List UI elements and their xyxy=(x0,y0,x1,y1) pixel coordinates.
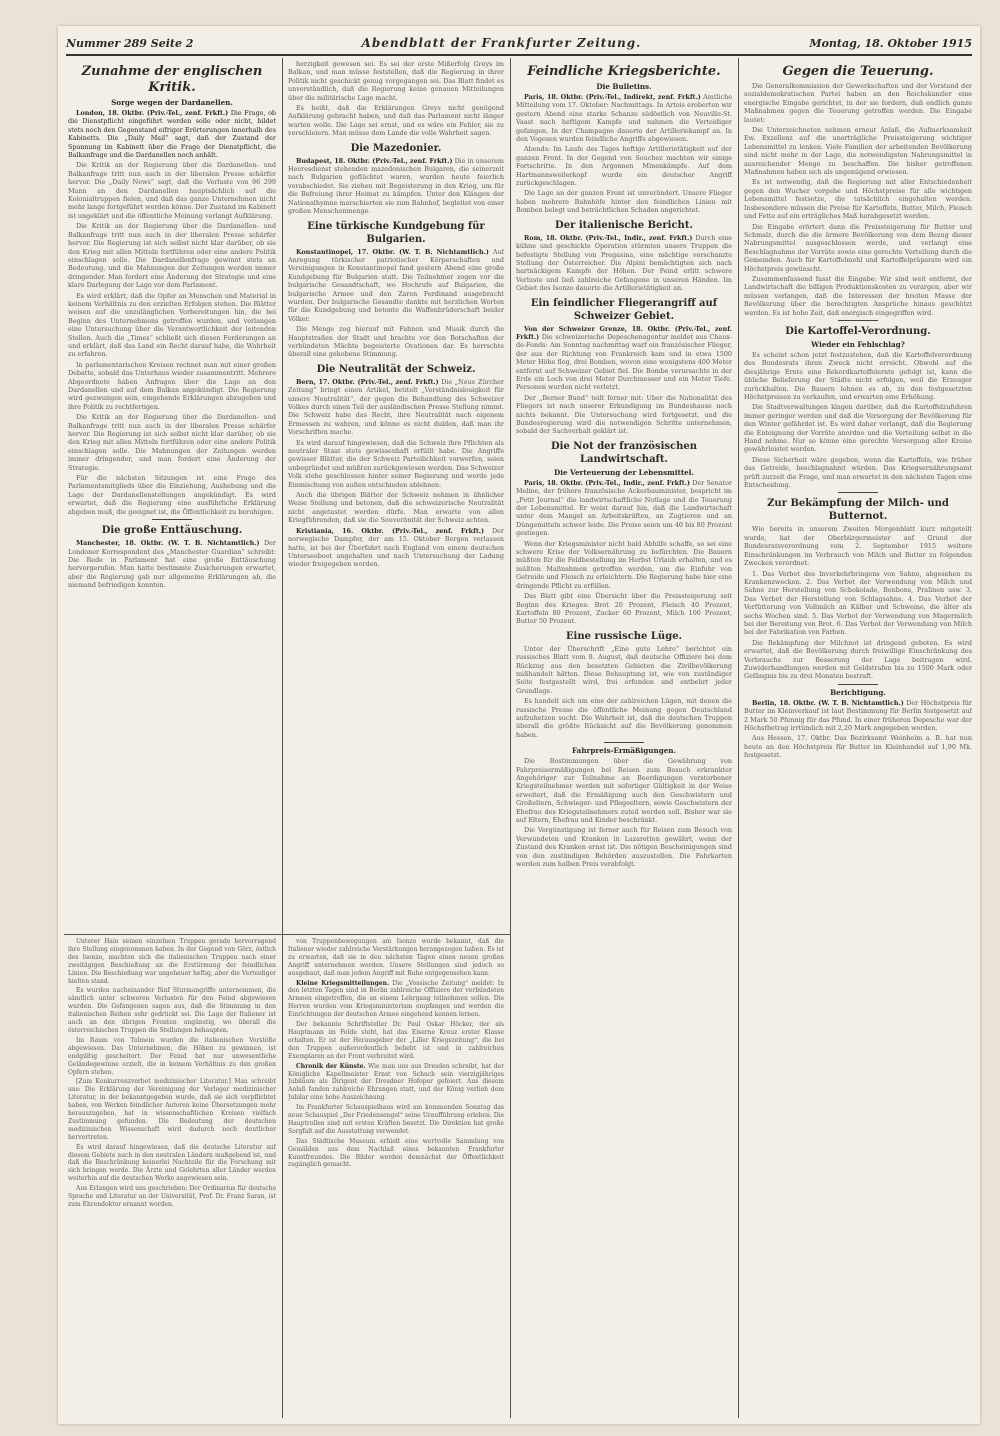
section-title: Berichtigung. xyxy=(830,687,886,697)
column-rule xyxy=(738,58,739,1418)
article-title: Gegen die Teuerung. xyxy=(782,64,934,79)
column-3: Feindliche Kriegsberichte. Die Bulletins. Paris, 18. Oktbr. (Priv.-Tel., Indirekt, zenf. Frkft.) Amtliche Mitteilung vom 17. Oktober: Nachmittags. In Artois eroberten wir gestern Abend eine starke Schanze südöstlich von Neuville-St. Vaast nach heftigem Kampfe und nahmen die Verteidiger gefangen. In der Champagne dauerte der Artilleriekampf an. In den Vogesen wurden feindliche Angriffe abgewiesen. Abends: Im Laufe des Tages heftige Artillerietätigkeit auf der ganzen Front. In der Gegend von Souchez machten wir einige Fortschritte. In den Argonnen Minenkämpfe. Auf dem Hartmannsweilerkopf wurde ein deutscher Angriff zurückgeschlagen. Die Lage an der ganzen Front ist unverändert. Unsere Flieger haben mehrere Bahnhöfe hinter den feindlichen Linien mit Bomben belegt und beträchtlichen Schaden angerichtet. Der italienische Bericht. Rom, 18. Oktbr. (Priv.-Tel., Indir., zenf. Frkft.) Durch eine kühne und geschickte Operation stürmten unsere Truppen die befestigte Stellung von Pregasina, eine mächtige verschanzte Stellung der Österreicher. Die Alpini bemächtigten sich nach hartnäckigem Kampfe der Höhen. Der Feind erlitt schwere Verluste und ließ zahlreiche Gefangene in unseren Händen. Im Gebiet des Isonzo dauerte die Artillerietätigkeit an. Ein feindlicher Fliegerangriff auf Schweizer Gebiet. Von der Schweizer Grenze, 18. Oktbr. (Priv.-Tel., zenf. Frkft.) Die schweizerische Depeschenagentur meldet aus Chaux-de-Fonds: Am Sonntag nachmittag warf ein französischer Flieger, der aus der Richtung von Frankreich kam und in etwa 1500 Meter Höhe flog, drei Bomben, wovon eine wenigstens 400 Meter entfernt auf Schweizer Gebiet fiel. Die Bombe verursachte in der Erde ein Loch von drei Meter Durchmesser und ein Meter Tiefe. Personen wurden nicht verletzt. Der „Berner Bund“ teilt ferner mit: Uber die Nationalität des Fliegers ist nach unserer Erkundigung im Bundeshause noch nichts bekannt. Die Untersuchung wird fortgesetzt, und die Bundesregierung wird die notwendigen Schritte unternehmen, sobald der Sachverhalt geklärt ist. Die Not der französischen Landwirtschaft. Die Verteuerung der Lebensmittel. Paris, 18. Oktbr. (Priv.-Tel., Indir., zenf. Frkft.) Der Senator Meline, der frühere französische Ackerbauminister, bespricht im „Petit Journal“ die landwirtschaftliche Notlage und die Teuerung der Lebensmittel. Er weist darauf hin, daß die Landwirtschaft unter dem Mangel an Arbeitskräften, an Zugtieren und an Düngemitteln schwer leide. Die Preise seien um 40 bis 80 Prozent gestiegen. Wenn der Kriegsminister nicht bald Abhilfe schaffe, so sei eine schwere Krise der Volksernährung zu befürchten. Die Bauern müßten für die Feldbestellung im Herbst Urlaub erhalten, und es müßten Maßnahmen getroffen werden, um die Einfuhr von Getreide und Fleisch zu erleichtern. Die Regierung habe hier eine dringende Pflicht zu erfüllen. Das Blatt gibt eine Übersicht über die Preissteigerung seit Beginn des Krieges: Brot 20 Prozent, Fleisch 40 Prozent, Kartoffeln 80 Prozent, Zucker 60 Prozent, Milch 100 Prozent, Butter 50 Prozent. Eine russische Lüge. Unter der Überschrift „Eine gute Lehre“ berichtet ein russisches Blatt vom 8. August, daß deutsche Offiziere bei dem Rückzug aus den besetzten Gebieten die Zivilbevölkerung mißhandelt hätten. Diese Behauptung ist, wie von zuständiger Seite festgestellt wird, frei erfunden und entbehrt jeder Grundlage. Es handelt sich um eine der zahlreichen Lügen, mit denen die russische Presse die öffentliche Meinung gegen Deutschland aufzuhetzen sucht. Die Wahrheit ist, daß die deutschen Truppen überall die größte Rücksicht auf die Bevölkerung genommen haben. Fahrpreis-Ermäßigungen. Die Bestimmungen über die Gewährung von Fahrpreisermäßigungen bei Reisen zum Besuch erkrankter Angehöriger zur Teilnahme an Beerdigungen verstorbener Kriegsteilnehmer werden mit sofortiger Gültigkeit in der Weise erweitert, daß die Ermäßigung auch den Geschwistern und Großeltern, Schwieger- und Pflegeeltern, sowie Geschwistern der Ehefrau des Kriegsteilnehmers zuteil werden soll. Bisher war sie auf Eltern, Ehefrau und Kinder beschränkt. Die Vergünstigung ist ferner auch für Reisen zum Besuch von Verwundeten und Kranken in Lazaretten gewährt, wenn der Zustand des Kranken ernst ist. Die nötigen Bescheinigungen sind von den zuständigen Behörden auszustellen. Die Fahrkarten werden zum halben Preis verabfolgt. xyxy=(516,64,732,869)
section-title: Die Not der französischen Landwirtschaft. xyxy=(550,440,698,465)
section-divider xyxy=(152,519,192,520)
article-intro: Die Frage, ob die Dienstpflicht eingeführt werden solle oder nicht, bildet stets noch den Gegenstand eifriger Erörterungen innerhalb des Kabinetts. Die „Daily Mail“ sagt, daß der Zustand der Spannung im Kabinett über die Frage der Dienstpflicht, die Balkanfrage und die Dardanellen noch anhält. xyxy=(68,109,276,160)
section-divider xyxy=(838,492,878,493)
column-1: Zunahme der englischen Kritik. Sorge wegen der Dardanellen. London, 18. Oktbr. (Priv.-Tel., zenf. Frkft.) Die Frage, ob die Dienstpflicht eingeführt werden solle oder nicht, bildet stets noch den Gegenstand eifriger Erörterungen innerhalb des Kabinetts. Die „Daily Mail“ sagt, daß der Zustand der Spannung im Kabinett über die Frage der Dienstpflicht, die Balkanfrage und die Dardanellen noch anhält. Die Kritik an der Regierung über die Dardanellen- und Balkanfrage tritt nun auch in der liberalen Presse schärfer hervor. Die „Daily News“ sagt, daß die Verluste von 96 299 Mann an den Dardanellen hauptsächlich auf die Kolonialtruppen fielen, und daß das ganze Unternehmen nicht mehr lange fortgeführt werden könne. Der Zustand im Kabinett ist ungeklärt und die öffentliche Meinung verlangt Aufklärung. Die Kritik an der Regierung über die Dardanellen- und Balkanfrage tritt nun auch in der liberalen Presse schärfer hervor. Die Regierung ist sich selbst nicht klar darüber, ob sie den Krieg mit allen Mitteln fortführen oder eine andere Politik einschlagen solle. Die Dardanellenfrage gewinnt stets an Bedeutung, und die Mahnungen der Zeitungen werden immer dringender. Man fordert eine Änderung der Strategie und eine klare Darlegung der Lage vor dem Parlament. Es wird erklärt, daß die Opfer an Menschen und Material in keinem Verhältnis zu den erzielten Erfolgen stehen. Die Blätter weisen auf die unzulänglichen Vorbereitungen hin, die bei Beginn des Unternehmens getroffen wurden, und verlangen eine Untersuchung über die Verantwortlichkeit der leitenden Stellen. Auch die „Times“ schließt sich diesen Forderungen an und erklärt, daß das Land ein Recht darauf habe, die Wahrheit zu erfahren. In parlamentarischen Kreisen rechnet man mit einer großen Debatte, sobald das Unterhaus wieder zusammentritt. Mehrere Abgeordnete haben Anfragen über die Lage an den Dardanellen und auf dem Balkan angekündigt. Die Regierung wird gezwungen sein, eingehende Erklärungen abzugeben und ihre Politik zu rechtfertigen. Die Kritik an der Regierung über die Dardanellen- und Balkanfrage tritt nun auch in der liberalen Presse schärfer hervor. Die Regierung ist sich selbst nicht klar darüber, ob sie den Krieg mit allen Mitteln fortführen oder eine andere Politik einschlagen solle. Die Mahnungen der Zeitungen werden immer dringender, und man fordert eine Änderung der Strategie. Für die nächsten Sitzungen ist eine Frage des Parlamentsmitglieds über die Einziehung, Aushebung und die Lage der Dardanellenstellungen angekündigt. Es wird erwartet, daß die Regierung eine ausführliche Erklärung abgeben muß, die geeignet ist, die Öffentlichkeit zu beruhigen. Die große Enttäuschung. Manchester, 18. Oktbr. (W. T. B. Nichtamtlich.) Der Londoner Korrespondent des „Manchester Guardian“ schreibt: Die Rede in Parlament hat eine große Enttäuschung hervorgerufen. Man hatte bestimmte Zusicherungen erwartet, aber die Regierung gab nur allgemeine Erklärungen ab, die niemand befriedigen konnten. xyxy=(68,64,276,590)
newspaper-page xyxy=(58,26,980,1424)
article-subtitle: Sorge wegen der Dardanellen. xyxy=(111,98,233,107)
section-divider xyxy=(604,742,644,743)
dateline: Manchester, 18. Oktbr. (W. T. B. Nichtamtlich.) xyxy=(76,539,260,548)
news-heading: Chronik der Künste. xyxy=(296,1062,366,1070)
dateline: Paris, 18. Oktbr. (Priv.-Tel., Indirekt, zenf. Frkft.) xyxy=(524,93,701,101)
section-title: Der italienische Bericht. xyxy=(555,219,693,231)
section-title: Die Mazedonier. xyxy=(350,142,442,154)
section-title: Die Kartoffel-Verordnung. xyxy=(785,325,931,337)
masthead xyxy=(66,32,972,56)
column-4: Gegen die Teuerung. Die Generalkommission der Gewerkschaften und der Vorstand der sozialdemokratischen Partei haben an den Reichskanzler eine energische Eingabe gerichtet, in der sie fordern, daß endlich ganze Maßnahmen gegen die Teuerung getroffen werden. Die Eingabe lautet: Die Unterzeichneten nehmen erneut Anlaß, die Aufmerksamkeit Ew. Exzellenz auf die unerträgliche Preissteigerung wichtiger Lebensmittel zu lenken. Viele Familien der arbeitenden Bevölkerung sind nicht mehr in der Lage, die notwendigsten Nahrungsmittel in ausreichender Menge zu beschaffen. Die bisher getroffenen Maßnahmen haben sich als ungenügend erwiesen. Es ist notwendig, daß die Regierung mit aller Entschiedenheit gegen den Wucher vorgehe und Höchstpreise für alle wichtigen Lebensmittel festsetze, die tatsächlich eingehalten werden. Insbesondere müssen die Preise für Kartoffeln, Butter, Milch, Fleisch und Fette auf ein erträgliches Maß herabgesetzt werden. Die Eingabe erörtert dann die Preissteigerung für Butter und Schmalz, durch die die ärmere Bevölkerung von dem Bezug dieser Nahrungsmittel ausgeschlossen werde, und verlangt eine Beschlagnahme der Vorräte sowie eine gerechte Verteilung durch die Gemeinden. Auch für Kartoffelmehl und Kartoffelpräparate wird ein Höchstpreis gewünscht. Zusammenfassend fasst die Eingabe: Wir sind weit entfernt, der Landwirtschaft die billigen Produktionskosten zu verargen, aber wir müssen verlangen, daß die Interessen der breiten Masse der Bevölkerung über die berechtigten Ansprüche hinaus geschützt werden. Es ist hohe Zeit, daß energisch eingegriffen wird. Die Kartoffel-Verordnung. Wieder ein Fehlschlag? Es scheint schon jetzt festzustehen, daß die Kartoffelverordnung des Bundesrats ihren Zweck nicht erreicht. Obwohl auf die diesjährige Ernte eine Rekordkartoffelernte gefolgt ist, kann die übliche Belieferung der Städte nicht erfolgen, weil die Erzeuger zurückhalten. Die Bauern lehnen es ab, zu den festgesetzten Höchstpreisen zu verkaufen, und erwarten eine Erhöhung. Die Stadtverwaltungen klagen darüber, daß die Kartoffelzufuhren immer geringer werden und daß die Versorgung der Bevölkerung für den Winter gefährdet ist. Es wird daher verlangt, daß die Regierung die Enteignung der Vorräte anordne und die Verteilung selbst in die Hand nehme. Nur so könne eine gerechte Versorgung aller Kreise gewährleistet werden. Diese Sicherheit wäre gegeben, wenn die Kartoffeln, wie früher das Getreide, beschlagnahmt würden. Das Kriegsernährungsamt prüft zurzeit die Frage, und man erwartet in den nächsten Tagen eine Entscheidung. Zur Bekämpfung der Milch- und Butternot. Wie bereits in unserem Zweiten Morgenblatt kurz mitgeteilt wurde, hat der Oberbürgermeister auf Grund der Bundesratsverordnung vom 2. September 1915 weitere Einschränkungen im Verbrauch von Milch und Butter zu folgenden Zwecken verordnet: 1. Das Verbot des Inverkehrbringens von Sahne, abgesehen zu Krankenzwecken. 2. Das Verbot der Verwendung von Milch und Sahne zur Herstellung von Schokolade, Bonbons, Pralinen usw. 3. Das Verbot der Herstellung von Schlagsahne. 4. Das Verbot der Verfütterung von Vollmilch an Kälber und Schweine, die älter als sechs Wochen sind. 5. Das Verbot der Verwendung von Magermilch bei der Bereitung von Brot. 6. Das Verbot der Verwendung von Milch bei der Fabrikation von Farben. Die Bekämpfung der Milchnot ist dringend geboten. Es wird erwartet, daß die Bevölkerung durch freiwillige Einschränkung des Verbrauchs zur Besserung der Lage beitragen wird. Zuwiderhandlungen werden mit Geldstrafen bis zu 1500 Mark oder Gefängnis bis zu drei Monaten bestraft. Berichtigung. Berlin, 18. Oktbr. (W. T. B. Nichtamtlich.) Der Höchstpreis für Butter im Kleinverkauf ist laut Bestimmung für Berlin festgesetzt auf 2 Mark 50 Pfennig für das Pfund. In einer früheren Depesche war der Höchstbetrag irrtümlich mit 2,20 Mark angegeben worden. Aus Hessen, 17. Oktbr. Das Bezirksamt Weinheim a. B. hat nun heute an den Höchstpreis für Butter im Kleinhandel auf 1,90 Mk. festgesetzt. xyxy=(744,64,972,760)
column-rule xyxy=(282,58,283,1418)
section-divider xyxy=(838,684,878,685)
article-title: Feindliche Kriegsberichte. xyxy=(527,64,721,79)
dateline: Kristiania, 16. Oktbr. (Priv.-Tel., zenf. Frkft.) xyxy=(296,526,485,535)
newspaper-title: Abendblatt der Frankfurter Zeitung. xyxy=(361,36,642,50)
section-subtitle: Wieder ein Fehlschlag? xyxy=(811,339,905,349)
dateline: Von der Schweizer Grenze, 18. Oktbr. (Priv.-Tel., zenf. Frkft.) xyxy=(516,324,732,341)
dateline: Paris, 18. Oktbr. (Priv.-Tel., Indir., zenf. Frkft.) xyxy=(524,478,690,487)
dateline: Budapest, 18. Oktbr. (Priv.-Tel., zenf. Frkft.) xyxy=(296,156,453,165)
section-title: Ein feindlicher Fliegerangriff auf Schweizer Gebiet. xyxy=(530,297,718,322)
dateline: Rom, 18. Oktbr. (Priv.-Tel., Indir., zenf. Frkft.) xyxy=(524,233,693,242)
column-2: herzigkeit gewesen sei. Es sei der erste Mißerfolg Greys im Balkan, und man müsse feststellen, daß die Regierung in ihrer Politik nicht geschickt genug vorgegangen sei. Das Blatt findet es unverständlich, daß die Regierung keine genauen Mitteilungen über die militärische Lage macht. Es heißt, daß die Erklärungen Greys nicht genügend Aufklärung gebracht haben, und daß das Parlament nicht länger warten wolle. Die Lage sei ernst, und es wäre ein Fehler, sie zu verschleiern. Man müsse dem Lande die volle Wahrheit sagen. Die Mazedonier. Budapest, 18. Oktbr. (Priv.-Tel., zenf. Frkft.) Die in unserem Heeresdienst stehenden mazedonischen Bulgaren, die seinerzeit nach Bulgarien geflüchtet waren, wurden heute feierlich verabschiedet. Sie ziehen mit Begeisterung in den Krieg, um für die Befreiung ihrer Heimat zu kämpfen. Unter den Klängen der Nationalhymne marschierten sie zum Bahnhof, begleitet von einer großen Menschenmenge. Eine türkische Kundgebung für Bulgarien. Konstantinopel, 17. Oktbr. (W. T. B. Nichtamtlich.) Auf Anregung türkischer patriotischer Körperschaften und Vereinigungen in Konstantinopel fand gestern Abend eine große Kundgebung für Bulgarien statt. Die Teilnehmer zogen vor die bulgarische Gesandtschaft, wo Hochrufe auf Bulgarien, die bulgarische Armee und den Zaren Ferdinand ausgebracht wurden. Der bulgarische Gesandte dankte mit herzlichen Worten für die Kundgebung und betonte die Waffenbrüderschaft beider Völker. Die Menge zog hierauf mit Fahnen und Musik durch die Hauptstraßen der Stadt und brachte vor den Botschaften der verbündeten Mächte begeisterte Ovationen dar. Es herrschte überall eine gehobene Stimmung. Die Neutralität der Schweiz. Bern, 17. Oktbr. (Priv.-Tel., zenf. Frkft.) Die „Neue Zürcher Zeitung“ bringt einen Artikel, betitelt „Verständnislosigkeit für unsere Neutralität“, der gegen die Behandlung des Schweizer Volkes durch einen Teil der ausländischen Presse Stellung nimmt. Die Schweiz habe das Recht, ihre Neutralität nach eigenem Ermessen zu wahren, und könne es nicht dulden, daß man ihr Vorschriften mache. Es wird darauf hingewiesen, daß die Schweiz ihre Pflichten als neutraler Staat stets gewissenhaft erfüllt habe. Die Angriffe gewisser Blätter, die der Schweiz Parteilichkeit vorwerfen, seien unbegründet und müßten zurückgewiesen werden. Das Schweizer Volk stehe geschlossen hinter seiner Regierung und werde jede Einmischung von außen entschieden ablehnen. Auch die übrigen Blätter der Schweiz nehmen in ähnlicher Weise Stellung und betonen, daß die schweizerische Neutralität nicht angetastet werden dürfe. Man erwarte von allen Kriegführenden, daß sie die Souveränität der Schweiz achten. Kristiania, 16. Oktbr. (Priv.-Tel., zenf. Frkft.) Der norwegische Dampfer, der am 15. Oktober Bergen verlassen hatte, ist bei der Überfahrt nach England von einem deutschen Unterseeboot angehalten und nach Untersuchung der Ladung wieder freigegeben worden. xyxy=(288,60,504,569)
section-subtitle: Die Verteuerung der Lebensmittel. xyxy=(554,467,694,477)
section-title: Eine russische Lüge. xyxy=(565,630,683,642)
news-heading: Kleine Kriegsmitteilungen. xyxy=(296,979,390,987)
section-title: Zur Bekämpfung der Milch- und Butternot. xyxy=(767,498,949,523)
section-title: Die große Enttäuschung. xyxy=(101,525,243,537)
section-title: Eine türkische Kundgebung für Bulgarien. xyxy=(307,220,485,245)
dateline: Berlin, 18. Oktbr. (W. T. B. Nichtamtlich.) xyxy=(752,698,904,707)
dateline: Bern, 17. Oktbr. (Priv.-Tel., zenf. Frkft.) xyxy=(296,377,439,386)
column-rule xyxy=(510,58,511,1418)
feuilleton-rule xyxy=(64,934,510,935)
dateline: London, 18. Oktbr. (Priv.-Tel., zenf. Frkft.) xyxy=(76,109,229,117)
dateline: Konstantinopel, 17. Oktbr. (W. T. B. Nichtamtlich.) xyxy=(296,247,489,256)
feuilleton-column-1: Unterer Hain seinen einzelnen Truppen gerade hervorragend ihre Stellung eingenommen haben. In der Gegend von Görz, östlich des Isonzo, machten sich die italienischen Truppen nach einer zweitägigen Beschießung an die Erstürmung der feindlichen Linien. Die Beschießung war ungeheuer heftig, aber die Verteidiger hielten stand. Es wurden nacheinander fünf Sturmangriffe unternommen, die sämtlich unter schweren Verlusten für den Feind abgewiesen wurden. Die Gefangenen sagen aus, daß die Stimmung in den italienischen Reihen sehr gedrückt sei. Die Lage der Italiener ist auch an den übrigen Fronten ungünstig, wo überall die österreichischen Truppen die Stellungen behaupten. Im Raum von Tolmein wurden die italienischen Vorstöße abgewiesen. Das Unternehmen, die Höhen zu gewinnen, ist endgültig gescheitert. Der Feind hat nur unwesentliche Geländegewinne erzielt, die in keinem Verhältnis zu den großen Opfern stehen. [Zum Konkurrenzverbot medizinischer Literatur.] Man schreibt uns: Die Erklärung der Vereinigung der Verleger medizinischer Literatur, in der bekanntgegeben wurde, daß sie sich verpflichtet haben, von Werken feindlicher Autoren keine Übersetzungen mehr herauszugeben, hat in wissenschaftlichen Kreisen vielfach Zustimmung gefunden. Die Bedeutung der deutschen medizinischen Wissenschaft wird dadurch noch deutlicher hervortreten. Es wird darauf hingewiesen, daß die deutsche Literatur auf diesem Gebiete auch in den neutralen Ländern maßgebend ist, und daß die Beschränkung keinerlei Nachteile für die Forschung mit sich bringen werde. Die Ärzte und Gelehrten aller Länder werden weiterhin auf die deutschen Werke angewiesen sein. Aus Erlangen wird uns geschrieben: Der Ordinarius für deutsche Sprache und Literatur an der Universität, Prof. Dr. Franz Saran, ist zum Ehrendoktor ernannt worden. xyxy=(68,938,276,1208)
issue-date: Montag, 18. Oktober 1915 xyxy=(809,36,972,50)
section-title: Die Neutralität der Schweiz. xyxy=(316,363,476,375)
article-subtitle: Die Bulletins. xyxy=(596,82,652,91)
section-divider xyxy=(838,320,878,321)
article-title: Zunahme der englischen Kritik. xyxy=(81,64,263,95)
section-title: Fahrpreis-Ermäßigungen. xyxy=(571,746,677,756)
feuilleton-column-2: von Truppenbewegungen am Isonzo wurde bekannt, daß die Italiener wieder zahlreiche Verstärkungen herangezogen haben. Es ist zu erwarten, daß sie in den nächsten Tagen einen neuen großen Angriff unternehmen werden. Unsere Stellungen sind jedoch so ausgebaut, daß man jedem Angriff mit Ruhe entgegensehen kann. Kleine Kriegsmitteilungen. Die „Vossische Zeitung“ meldet: In den letzten Tagen sind in Berlin zahlreiche Offiziere der verbündeten Armeen eingetroffen, die an einem Lehrgang teilnehmen sollen. Die Herren wurden vom Kriegsministerium empfangen und werden die Einrichtungen der deutschen Armee eingehend kennen lernen. Der bekannte Schriftsteller Dr. Paul Oskar Höcker, der als Hauptmann im Felde steht, hat das Eiserne Kreuz erster Klasse erhalten. Er ist der Herausgeber der „Liller Kriegszeitung“, die bei den Truppen außerordentlich beliebt ist und in zahlreichen Exemplaren an der Front verbreitet wird. Chronik der Künste. Wie man uns aus Dresden schreibt, hat der Königliche Kapellmeister Ernst von Schuch sein vierzigjähriges Jubiläum als Dirigent der Dresdner Hofoper gefeiert. Aus diesem Anlaß fanden zahlreiche Ehrungen statt, und der König verlieh dem Jubilar eine hohe Auszeichnung. Im Frankfurter Schauspielhaus wird am kommenden Sonntag das neue Schauspiel „Der Friedensengel“ seine Uraufführung erleben. Die Hauptrollen sind mit ersten Kräften besetzt. Die Direktion hat große Sorgfalt auf die Ausstattung verwendet. Das Städtische Museum erhielt eine wertvolle Sammlung von Gemälden aus dem Nachlaß eines bekannten Frankfurter Kunstfreundes. Die Bilder werden demnächst der Öffentlichkeit zugänglich gemacht. xyxy=(288,938,504,1169)
issue-number: Nummer 289 Seite 2 xyxy=(66,36,194,50)
